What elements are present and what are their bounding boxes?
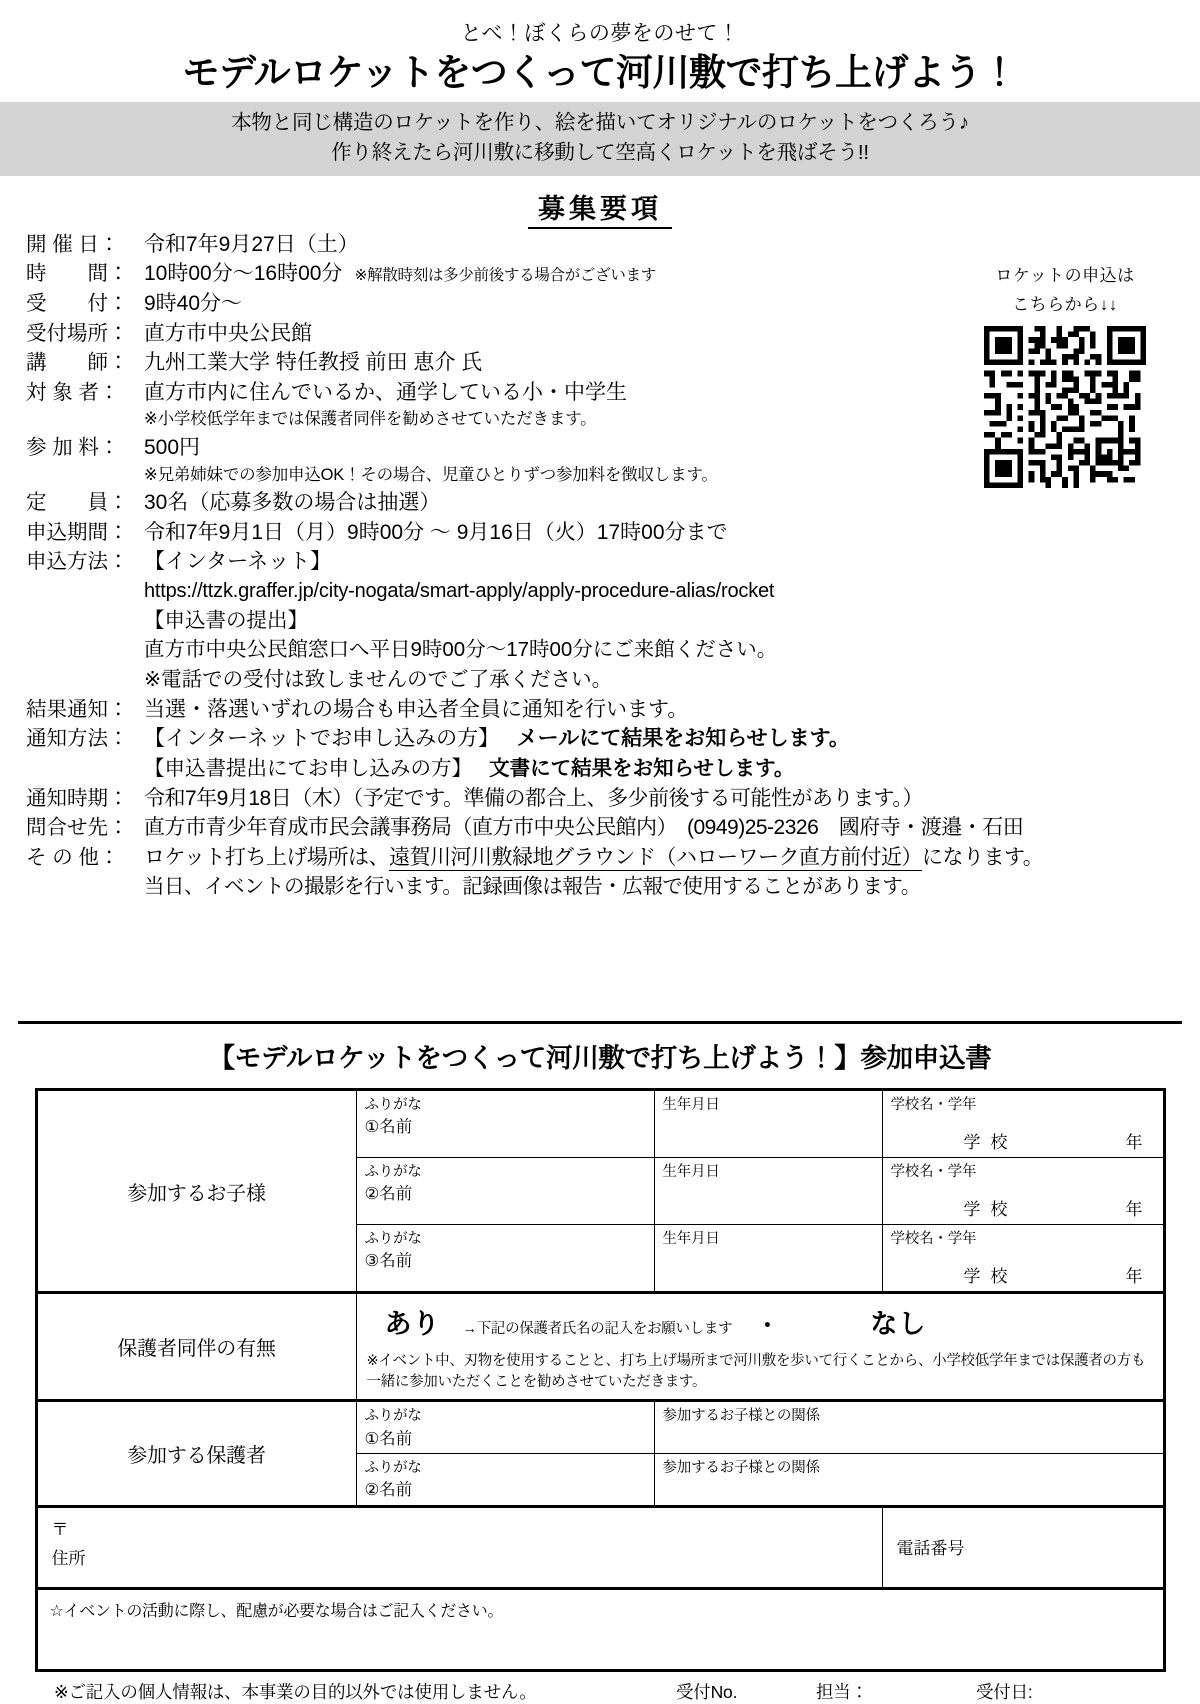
child2-name-cell[interactable]	[356, 1158, 654, 1225]
child3-name-label: ③名前	[364, 1252, 413, 1271]
child1-birth-label: 生年月日	[662, 1097, 720, 1113]
table-row	[36, 1090, 1164, 1158]
value-target: 直方市内に住んでいるか、通学している小・中学生	[144, 380, 627, 404]
child2-furigana-label: ふりがな	[364, 1164, 422, 1181]
child3-birth-label: 生年月日	[662, 1231, 720, 1248]
child1-name-cell[interactable]	[356, 1090, 654, 1158]
label-fee: 参 加 料：	[26, 435, 120, 459]
guardian-presence-label: 保護者同伴の有無	[36, 1293, 356, 1401]
children-section-label: 参加するお子様	[36, 1090, 356, 1293]
guardian-section-label: 参加する保護者	[36, 1401, 356, 1507]
child2-school-cell[interactable]	[882, 1158, 1164, 1225]
child1-school-cell[interactable]	[882, 1090, 1164, 1158]
child2-school-tail: 学校 年	[963, 1200, 1153, 1220]
table-row	[36, 1588, 1164, 1670]
phone-cell[interactable]	[882, 1506, 1164, 1588]
section-heading-text: 募集要項	[528, 194, 672, 229]
child2-name-label: ②名前	[364, 1185, 413, 1204]
note-target: ※小学校低学年までは保護者同伴を勧めさせていただきます。	[144, 410, 597, 429]
guardian1-relation-cell[interactable]	[654, 1401, 1164, 1454]
guardian-arrow-note: →下記の保護者氏名の記入をお願いします	[462, 1321, 733, 1338]
child1-furigana-label: ふりがな	[364, 1097, 422, 1113]
label-period: 申込期間：	[26, 520, 129, 544]
notify-paper-bracket: 【申込書提出にてお申し込みの方】	[144, 756, 472, 780]
value-time: 10時00分～16時00分	[144, 262, 343, 286]
info-row-result	[26, 697, 1178, 723]
label-notify-time: 通知時期：	[26, 786, 129, 810]
form-footer	[36, 1679, 1164, 1704]
info-row-date	[26, 232, 1178, 258]
special-needs-label: ☆イベントの活動に際し、配慮が必要な場合はご記入ください。	[49, 1602, 504, 1620]
child3-school-label: 学校名・学年	[890, 1231, 977, 1248]
label-venue: 受付場所：	[26, 321, 129, 345]
section-heading	[0, 187, 1200, 226]
zip-symbol: 〒	[51, 1519, 70, 1539]
other-line-2: 当日、イベントの撮影を行います。記録画像は報告・広報で使用することがあります。	[144, 875, 921, 899]
child3-birth-cell[interactable]	[654, 1225, 882, 1293]
info-row-notify-method	[26, 726, 1178, 752]
guardian-separator: ・	[756, 1313, 779, 1339]
value-date: 令和7年9月27日（土）	[144, 232, 359, 256]
phone-label: 電話番号	[896, 1538, 965, 1558]
info-row-fee	[26, 435, 1178, 461]
label-result: 結果通知：	[26, 697, 129, 721]
notify-internet-rest: メールにて結果をお知らせします。	[516, 727, 850, 751]
subtitle-line-2: 作り終えたら河川敷に移動して空高くロケットを飛ばそう!!	[331, 141, 869, 165]
info-row-method	[26, 549, 1178, 575]
table-row	[36, 1401, 1164, 1454]
notify-paper-rest: 文書にて結果をお知らせします。	[489, 756, 795, 780]
child3-school-cell[interactable]	[882, 1225, 1164, 1293]
value-reception: 9時40分～	[144, 292, 243, 316]
label-other: そ の 他：	[26, 845, 120, 869]
address-cell[interactable]	[36, 1506, 882, 1588]
value-method-paper-head: 【申込書の提出】	[144, 608, 308, 632]
label-date: 開 催 日：	[26, 232, 120, 256]
label-capacity: 定 員：	[26, 490, 129, 514]
label-contact: 問合せ先：	[26, 816, 129, 840]
subtitle-line-1: 本物と同じ構造のロケットを作り、絵を描いてオリジナルのロケットをつくろう♪	[231, 111, 969, 135]
child1-school-tail: 学校 年	[963, 1133, 1153, 1153]
table-row	[36, 1293, 1164, 1401]
value-result: 当選・落選いずれの場合も申込者全員に通知を行います。	[144, 697, 689, 721]
guardian2-name-cell[interactable]	[356, 1454, 654, 1507]
guardian1-name-label: ①名前	[364, 1429, 413, 1448]
launch-location: 遠賀川河川敷緑地グラウンド（ハローワーク直方前付近）	[388, 845, 922, 869]
value-method-paper-detail: 直方市中央公民館窓口へ平日9時00分～17時00分にご来館ください。	[144, 638, 778, 662]
table-row	[36, 1506, 1164, 1588]
info-row-period	[26, 520, 1178, 546]
application-form	[18, 1021, 1182, 1704]
note-fee: ※兄弟姉妹での参加申込OK！その場合、児童ひとりずつ参加料を徴収します。	[144, 465, 718, 484]
flyer-header	[0, 0, 1200, 226]
note-time: ※解散時刻は多少前後する場合がございます	[354, 267, 656, 285]
child2-birth-cell[interactable]	[654, 1158, 882, 1225]
receipt-no-label: 受付No.	[676, 1681, 738, 1702]
value-capacity: 30名（応募多数の場合は抽選）	[144, 490, 441, 514]
subtitle-band	[0, 102, 1200, 175]
child1-name-label: ①名前	[364, 1118, 413, 1137]
info-row-other	[26, 845, 1178, 871]
guardian-no-option[interactable]: なし	[870, 1309, 927, 1340]
event-info-list	[0, 232, 1200, 900]
value-contact: 直方市青少年育成市民会議事務局（直方市中央公民館内） (0949)25-2326 國府寺・渡邉・石田	[144, 816, 1024, 840]
guardian1-relation-label: 参加するお子様との関係	[662, 1408, 820, 1425]
address-label: 住所	[51, 1548, 86, 1568]
staff-label: 担当：	[816, 1681, 868, 1702]
info-row-contact	[26, 815, 1178, 841]
value-period: 令和7年9月1日（月）9時00分 ～ 9月16日（火）17時00分まで	[144, 520, 728, 544]
info-row-target	[26, 380, 1178, 406]
guardian1-name-cell[interactable]	[356, 1401, 654, 1454]
value-fee: 500円	[144, 435, 201, 459]
guardian1-furigana-label: ふりがな	[364, 1408, 422, 1425]
label-target: 対 象 者：	[26, 380, 120, 404]
guardian2-relation-label: 参加するお子様との関係	[662, 1460, 820, 1477]
child2-birth-label: 生年月日	[662, 1164, 720, 1181]
privacy-note: ※ご記入の個人情報は、本事業の目的以外では使用しません。	[54, 1681, 537, 1702]
child3-name-cell[interactable]	[356, 1225, 654, 1293]
value-method-paper-note: ※電話での受付は致しませんのでご了承ください。	[144, 668, 613, 692]
value-lecturer: 九州工業大学 特任教授 前田 恵介 氏	[144, 351, 483, 375]
guardian2-furigana-label: ふりがな	[364, 1460, 422, 1477]
value-notify-time: 令和7年9月18日（木）（予定です。準備の都合上、多少前後する可能性があります。）	[144, 786, 923, 810]
guardian2-name-label: ②名前	[364, 1481, 413, 1500]
receipt-date-label: 受付日:	[976, 1681, 1033, 1702]
child1-school-label: 学校名・学年	[890, 1097, 977, 1113]
guardian-warning-note: ※イベント中、刃物を使用することと、打ち上げ場所まで河川敷を歩いて行くことから、小学校低学年までは保護者の方も一緒に参加いただくことを勧めさせていただきます。	[366, 1353, 1146, 1391]
label-reception: 受 付：	[26, 292, 129, 316]
info-row-time	[26, 261, 1178, 287]
info-row-reception	[26, 291, 1178, 317]
application-url[interactable]: https://ttzk.graffer.jp/city-nogata/smart-apply/apply-procedure-alias/rocket	[144, 579, 775, 602]
child3-furigana-label: ふりがな	[364, 1231, 422, 1248]
guardian-yes-option[interactable]: あり	[384, 1309, 441, 1340]
notify-internet-bracket: 【インターネットでお申し込みの方】	[144, 727, 500, 751]
value-method-internet-head: 【インターネット】	[144, 550, 332, 574]
value-venue: 直方市中央公民館	[144, 321, 312, 345]
guardian2-relation-cell[interactable]	[654, 1454, 1164, 1507]
other-prefix: ロケット打ち上げ場所は、	[144, 845, 389, 869]
child1-birth-cell[interactable]	[654, 1090, 882, 1158]
tagline: とべ！ぼくらの夢をのせて！	[460, 22, 740, 45]
child2-school-label: 学校名・学年	[890, 1164, 977, 1181]
label-method: 申込方法：	[26, 550, 129, 574]
qr-caption-line-1: ロケットの申込は	[995, 266, 1135, 285]
application-form-table	[35, 1088, 1166, 1672]
info-row-notify-time	[26, 786, 1178, 812]
label-time: 時 間：	[26, 262, 129, 286]
main-title: モデルロケットをつくって河川敷で打ち上げよう！	[182, 52, 1018, 94]
qr-caption-line-2: こちらから↓↓	[1012, 294, 1118, 314]
form-title: 【モデルロケットをつくって河川敷で打ち上げよう！】参加申込書	[208, 1043, 992, 1073]
info-row-venue	[26, 321, 1178, 347]
info-row-lecturer	[26, 350, 1178, 376]
special-needs-cell[interactable]	[36, 1588, 1164, 1670]
info-row-capacity	[26, 490, 1178, 516]
guardian-presence-cell[interactable]	[356, 1293, 1164, 1401]
label-notify-method: 通知方法：	[26, 727, 129, 751]
child3-school-tail: 学校 年	[963, 1267, 1153, 1287]
other-suffix: になります。	[921, 845, 1044, 869]
label-lecturer: 講 師：	[26, 351, 129, 375]
